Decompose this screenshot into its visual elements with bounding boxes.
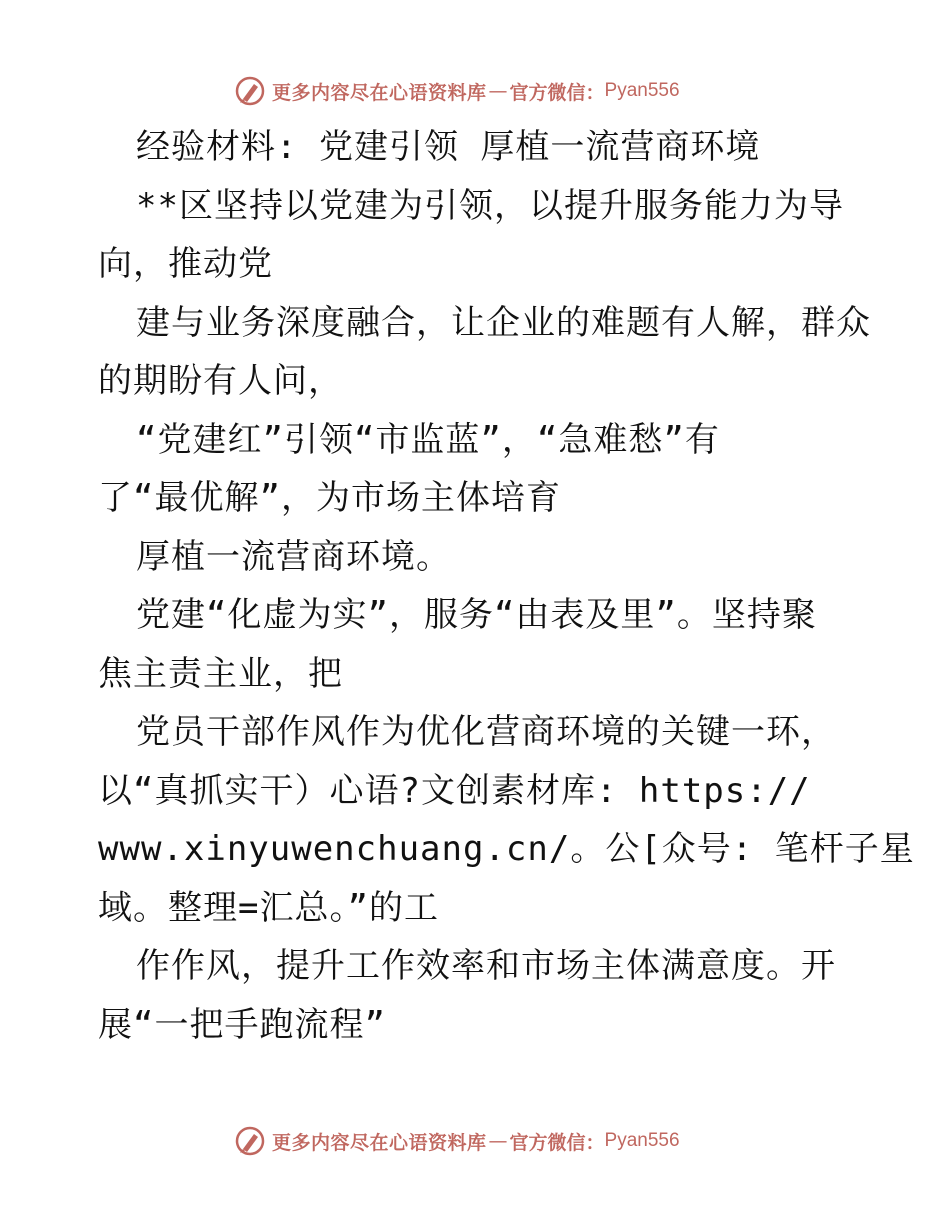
paragraph-line: 展“一把手跑流程” [98, 1005, 386, 1045]
watermark-contact-label: 官方微信： [509, 81, 605, 104]
paragraph-line: 以“真抓实干）心语?文创素材库: https:// [98, 771, 811, 811]
paragraph-line: 焦主责主业，把 [98, 654, 343, 694]
watermark-dash: — [488, 80, 508, 102]
watermark-contact-label: 官方微信： [509, 1131, 605, 1154]
pen-nib-logo-icon [234, 75, 266, 107]
watermark-text: 更多内容尽在心语资料库 [272, 1131, 487, 1154]
paragraph-line: 建与业务深度融合，让企业的难题有人解，群众 [136, 303, 871, 343]
paragraph-line: 域。整理=汇总。”的工 [98, 888, 439, 928]
paragraph-line: **区坚持以党建为引领，以提升服务能力为导 [136, 186, 844, 226]
paragraph-line: 的期盼有人问， [98, 361, 343, 401]
watermark-contact-id: Pyan556 [604, 80, 680, 101]
watermark-text: 更多内容尽在心语资料库 [272, 81, 487, 104]
footer-watermark [234, 1121, 680, 1161]
document-title: 经验材料: 党建引领 厚植一流营商环境 [136, 127, 761, 167]
paragraph-line: 厚植一流营商环境。 [136, 537, 451, 577]
paragraph-line: www.xinyuwenchuang.cn/。公[众号: 笔杆子星 [98, 829, 915, 869]
header-watermark [234, 71, 680, 111]
paragraph-line: 向，推动党 [98, 244, 273, 284]
paragraph-line: 党员干部作风作为优化营商环境的关键一环， [136, 712, 836, 752]
paragraph-line: 作作风，提升工作效率和市场主体满意度。开 [136, 946, 836, 986]
paragraph-line: 了“最优解”，为市场主体培育 [98, 478, 561, 518]
watermark-contact-id: Pyan556 [604, 1130, 680, 1151]
pen-nib-logo-icon [234, 1125, 266, 1157]
watermark-dash: — [488, 1130, 508, 1152]
paragraph-line: “党建红”引领“市监蓝”，“急难愁”有 [136, 420, 720, 460]
paragraph-line: 党建“化虚为实”，服务“由表及里”。坚持聚 [136, 595, 817, 635]
